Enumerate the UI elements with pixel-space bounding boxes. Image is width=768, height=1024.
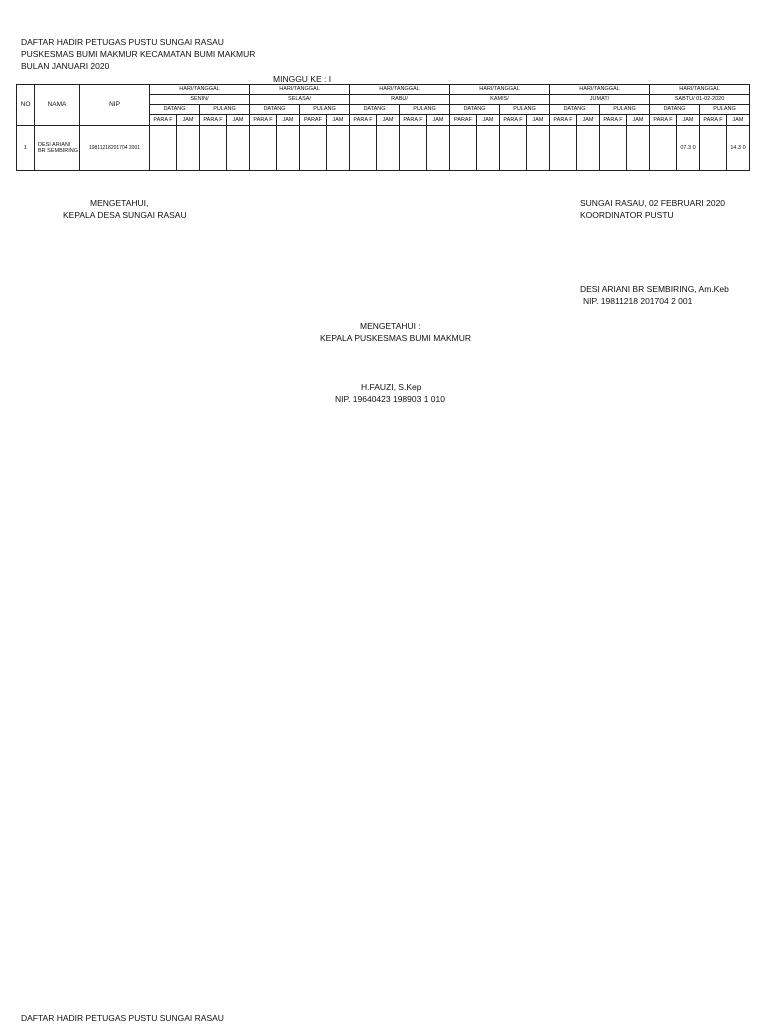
pulang-header: PULANG: [700, 105, 750, 115]
sign-right-place-date: SUNGAI RASAU, 02 FEBRUARI 2020: [580, 198, 726, 208]
row-nama: DESI ARIANI BR SEMBIRING: [35, 126, 80, 171]
subcol-header: PARA F: [700, 115, 727, 126]
col-nip-header: NIP: [80, 85, 150, 126]
subcol-header: JAM: [227, 115, 250, 126]
day-header: HARI/TANGGAL: [350, 85, 450, 95]
subcol-header: PARA F: [500, 115, 527, 126]
day-header: HARI/TANGGAL: [250, 85, 350, 95]
subcol-header: PARA F: [150, 115, 177, 126]
datang-header: DATANG: [150, 105, 200, 115]
subcol-header: PARA F: [650, 115, 677, 126]
sign-left-role: KEPALA DESA SUNGAI RASAU: [63, 210, 187, 220]
day-name: JUMAT/: [550, 95, 650, 105]
subcol-header: PARA F: [250, 115, 277, 126]
subcol-header: PARAF: [450, 115, 477, 126]
datang-header: DATANG: [350, 105, 400, 115]
attendance-table: [16, 84, 750, 171]
day-header: HARI/TANGGAL: [450, 85, 550, 95]
sign-center-nip: NIP. 19640423 198903 1 010: [335, 394, 445, 404]
sign-center-label: MENGETAHUI :: [360, 321, 421, 331]
day-name: SELASA/: [250, 95, 350, 105]
datang-header: DATANG: [550, 105, 600, 115]
subcol-header: JAM: [427, 115, 450, 126]
sign-center-role: KEPALA PUSKESMAS BUMI MAKMUR: [320, 333, 471, 343]
pulang-header: PULANG: [300, 105, 350, 115]
row-no: 1: [17, 126, 35, 171]
sign-left-label: MENGETAHUI,: [90, 198, 149, 208]
subcol-header: JAM: [677, 115, 700, 126]
pulang-header: PULANG: [600, 105, 650, 115]
col-no-header: NO: [17, 85, 35, 126]
sign-right-name: DESI ARIANI BR SEMBIRING, Am.Keb: [580, 284, 729, 294]
day-name: RABU/: [350, 95, 450, 105]
sign-right-role: KOORDINATOR PUSTU: [580, 210, 674, 220]
week-label: MINGGU KE : I: [273, 74, 332, 84]
col-nama-header: NAMA: [35, 85, 80, 126]
pulang-header: PULANG: [400, 105, 450, 115]
subcol-header: PARA F: [550, 115, 577, 126]
table-row: [17, 126, 750, 171]
subcol-header: JAM: [627, 115, 650, 126]
footer-title: DAFTAR HADIR PETUGAS PUSTU SUNGAI RASAU: [21, 1013, 224, 1023]
day-header: HARI/TANGGAL: [550, 85, 650, 95]
subcol-header: JAM: [727, 115, 750, 126]
pulang-header: PULANG: [200, 105, 250, 115]
sign-right-nip: NIP. 19811218 201704 2 001: [583, 296, 693, 306]
title-line-3: BULAN JANUARI 2020: [21, 61, 110, 71]
subcol-header: PARA F: [600, 115, 627, 126]
sign-center-name: H.FAUZI, S.Kep: [361, 382, 422, 392]
title-line-2: PUSKESMAS BUMI MAKMUR KECAMATAN BUMI MAKMUR: [21, 49, 256, 59]
subcol-header: PARA F: [200, 115, 227, 126]
subcol-header: JAM: [577, 115, 600, 126]
day-header: HARI/TANGGAL: [150, 85, 250, 95]
day-header: HARI/TANGGAL: [650, 85, 750, 95]
pulang-header: PULANG: [500, 105, 550, 115]
day-name: SABTU/ 01-02-2020: [650, 95, 750, 105]
subcol-header: PARA F: [350, 115, 377, 126]
subcol-header: JAM: [177, 115, 200, 126]
subcol-header: JAM: [377, 115, 400, 126]
sat-pulang-jam: 14.3 0: [727, 126, 750, 171]
datang-header: DATANG: [450, 105, 500, 115]
subcol-header: JAM: [477, 115, 500, 126]
row-nip: 19811218201704 2001: [80, 126, 150, 171]
subcol-header: PARA F: [400, 115, 427, 126]
sat-datang-jam: 07.3 0: [677, 126, 700, 171]
day-name: KAMIS/: [450, 95, 550, 105]
subcol-header: PARAF: [300, 115, 327, 126]
subcol-header: JAM: [327, 115, 350, 126]
subcol-header: JAM: [277, 115, 300, 126]
datang-header: DATANG: [250, 105, 300, 115]
day-name: SENIN/: [150, 95, 250, 105]
subcol-header: JAM: [527, 115, 550, 126]
title-line-1: DAFTAR HADIR PETUGAS PUSTU SUNGAI RASAU: [21, 37, 224, 47]
datang-header: DATANG: [650, 105, 700, 115]
